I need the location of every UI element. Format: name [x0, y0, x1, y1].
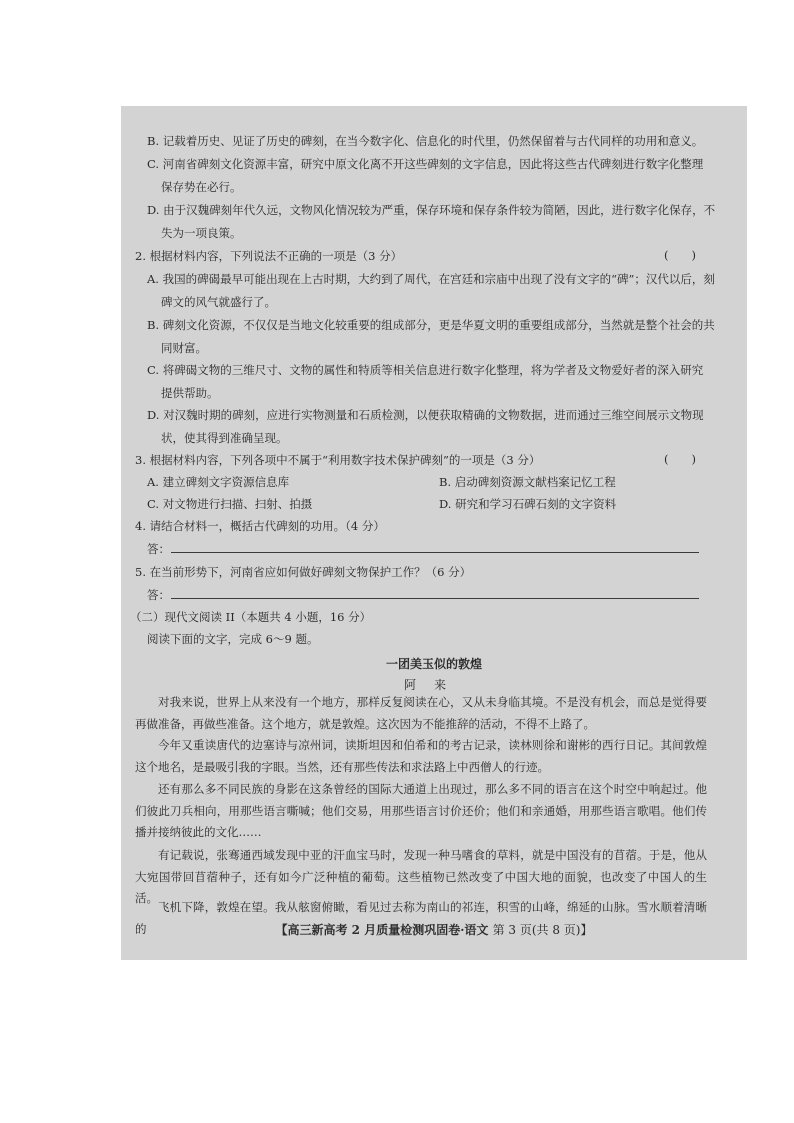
- q2-option-d-line1: D. 对汉魏时期的碑刻，应进行实物测量和石质检测，以便获取精确的文物数据，进而通过三维空间展示文物现: [147, 408, 704, 422]
- q3-option-d: D. 研究和学习石碑石刻的文字资料: [439, 497, 617, 511]
- q1-option-c-line2: 保存势在必行。: [161, 180, 242, 194]
- article-author: 阿来: [403, 678, 464, 692]
- article-paragraph-4: 有记载说，张骞通西域发现中亚的汗血宝马时，发现一种马嗜食的草料，就是中国没有的苜蓿。于是，他从大宛国带回苜蓿种子，还有如今广泛种植的葡萄。这些植物已然改变了中国大地的面貌，也改变了中国人的生活。: [135, 848, 707, 905]
- q2-option-b-line1: B. 碑刻文化资源，不仅仅是当地文化较重要的组成部分，更是华夏文明的重要组成部分，当然就是整个社会的共: [147, 318, 715, 332]
- q5-answer-line[interactable]: [171, 598, 699, 599]
- q1-option-d-line2: 失为一项良策。: [161, 226, 242, 240]
- exam-page-photo: [121, 106, 747, 960]
- q4-answer-line[interactable]: [171, 552, 699, 553]
- article-paragraph-5: 飞机下降，敦煌在望。我从舷窗俯瞰，看见过去称为南山的祁连，积雪的山峰，绵延的山脉。雪水顺着清晰的: [135, 900, 707, 936]
- q3-answer-paren: ( ): [664, 452, 696, 466]
- footer-page-number: 第 3 页(共 8 页)】: [492, 923, 593, 937]
- article-paragraph-1: 对我来说，世界上从来没有一个地方，那样反复阅读在心，又从未身临其境。不是没有机会，而总是觉得要再做准备，再做些准备。这个地方，就是敦煌。这次因为不能推辞的活动，不得不上路了。: [135, 695, 707, 731]
- q4-stem: 4. 请结合材料一，概括古代碑刻的功用。（4 分）: [135, 519, 385, 533]
- section-instruction: 阅读下面的文字，完成 6～9 题。: [147, 632, 319, 646]
- q2-stem: 2. 根据材料内容，下列说法不正确的一项是（3 分）: [135, 249, 403, 263]
- q1-option-b: B. 记载着历史、见证了历史的碑刻，在当今数字化、信息化的时代里，仍然保留着与古代同样的功用和意义。: [147, 134, 704, 148]
- q2-option-b-line2: 同财富。: [161, 341, 207, 355]
- q2-option-c-line2: 提供帮助。: [161, 386, 219, 400]
- q2-option-d-line2: 状，使其得到准确呈现。: [161, 431, 288, 445]
- q3-option-b: B. 启动碑刻资源文献档案记忆工程: [439, 475, 616, 489]
- q2-answer-paren: ( ): [664, 248, 696, 262]
- q3-option-a: A. 建立碑刻文字资源信息库: [147, 475, 290, 489]
- article-paragraph-2: 今年又重读唐代的边塞诗与凉州词，读斯坦因和伯希和的考古记录，读林则徐和谢彬的西行日记。其间敦煌这个地名，是最吸引我的字眼。当然，还有那些传法和求法路上中西僧人的行迹。: [135, 738, 707, 774]
- q1-option-d-line1: D. 由于汉魏碑刻年代久远，文物风化情况较为严重，保存环境和保存条件较为简陋，因此，进行数字化保存，不: [147, 203, 716, 217]
- q5-answer-label: 答：: [147, 588, 170, 602]
- q4-answer-label: 答：: [147, 542, 170, 556]
- footer-exam-title: 【高三新高考 2 月质量检测巩固卷·语文: [275, 923, 489, 937]
- q3-option-c: C. 对文物进行扫描、扫射、拍摄: [147, 497, 313, 511]
- section-heading: （二）现代文阅读 II（本题共 4 小题，16 分）: [130, 610, 372, 624]
- page-footer: [121, 921, 747, 938]
- q2-option-a-line2: 碑文的风气就盛行了。: [161, 295, 276, 309]
- q2-option-a-line1: A. 我国的碑碣最早可能出现在上古时期，大约到了周代，在宫廷和宗庙中出现了没有文字的“碑”；汉代以后，刻: [147, 272, 715, 286]
- q3-stem: 3. 根据材料内容，下列各项中不属于“利用数字技术保护碑刻”的一项是（3 分）: [135, 453, 541, 467]
- article-title: 一团美玉似的敦煌: [385, 657, 482, 671]
- q5-stem: 5. 在当前形势下，河南省应如何做好碑刻文物保护工作？（6 分）: [135, 565, 472, 579]
- article-paragraph-3: 还有那么多不同民族的身影在这条曾经的国际大通道上出现过，那么多不同的语言在这个时空中响起过。他们彼此刀兵相向，用那些语言嘶喊；他们交易，用那些语言讨价还价；他们和亲通婚，用那些语言歌唱。他们传播并接纳彼此的文化……: [135, 782, 707, 839]
- q2-option-c-line1: C. 将碑碣文物的三维尺寸、文物的属性和特质等相关信息进行数字化整理，将为学者及文物爱好者的深入研究: [147, 363, 704, 377]
- q1-option-c-line1: C. 河南省碑刻文化资源丰富，研究中原文化离不开这些碑刻的文字信息，因此将这些古代碑刻进行数字化整理: [147, 157, 704, 171]
